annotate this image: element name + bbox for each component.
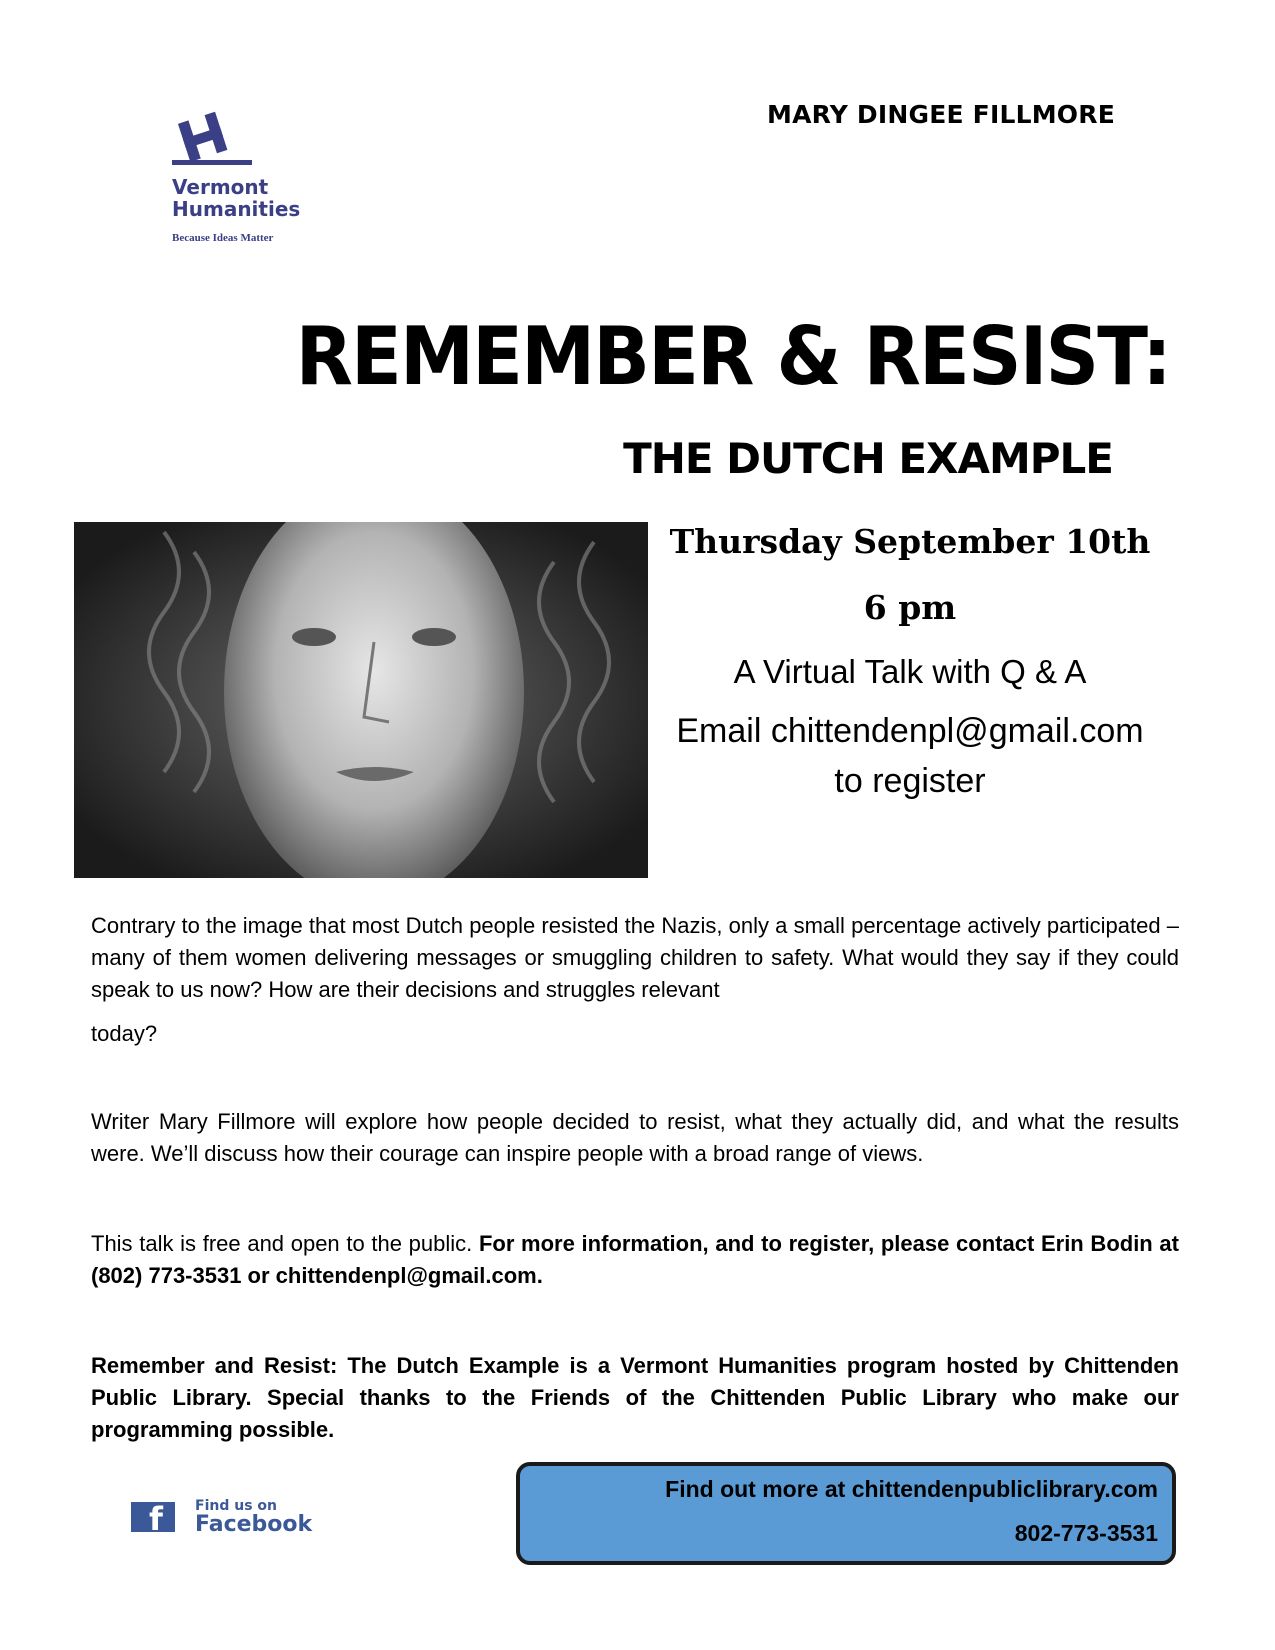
library-phone: 802-773-3531 (1014, 1520, 1158, 1546)
event-title: REMEMBER & RESIST: (295, 310, 1170, 403)
event-format: A Virtual Talk with Q & A (733, 653, 1087, 690)
description-paragraph-2: Writer Mary Fillmore will explore how people decided to resist, what they actually did, and what the results were. We’ll discuss how their courage can inspire people with a broad range of views. (91, 1109, 1179, 1166)
sponsor-paragraph: Remember and Resist: The Dutch Example is a Vermont Humanities program hosted by Chittenden Public Library. Special thanks to the Friends of the Chittenden Public Library who make our programming possible. (91, 1353, 1179, 1442)
library-website-line[interactable]: Find out more at chittendenpubliclibrary.com (665, 1476, 1158, 1502)
event-date: Thursday September 10th (669, 522, 1151, 561)
vermont-humanities-logo (172, 108, 352, 248)
contact-paragraph-intro: This talk is free and open to the public. (91, 1231, 479, 1256)
description-paragraph-1 (91, 910, 1179, 1050)
event-email-line[interactable]: Email chittendenpl@gmail.com (676, 712, 1144, 750)
logo-tagline: Because Ideas Matter (172, 232, 274, 244)
event-time: 6 pm (863, 588, 957, 627)
speaker-portrait-photo (74, 522, 648, 878)
facebook-wordmark: Facebook (195, 1512, 313, 1537)
logo-line-vermont: Vermont (172, 175, 269, 199)
description-paragraph-1-end: today? (91, 1021, 158, 1046)
facebook-f-icon: f (131, 1502, 175, 1532)
event-subtitle: THE DUTCH EXAMPLE (623, 434, 1113, 483)
vermont-humanities-h-icon (172, 108, 252, 168)
description-paragraph-1-main: Contrary to the image that most Dutch people resisted the Nazis, only a small percentage actively participated –many of them women delivering messages or smuggling children to safety. What would they say if they could speak to us now? How are their decisions and struggles relevant (91, 913, 1179, 1002)
facebook-badge[interactable] (131, 1498, 331, 1538)
speaker-name: MARY DINGEE FILLMORE (767, 100, 1115, 129)
facebook-find-text: Find us on (195, 1498, 277, 1514)
event-register-line: to register (834, 762, 986, 800)
contact-paragraph (91, 1228, 1179, 1292)
contact-paragraph-details: For more information, and to register, please contact Erin Bodin at (802) 773-3531 or chittendenpl@gmail.com. (91, 1231, 1179, 1288)
logo-line-humanities: Humanities (172, 197, 301, 221)
library-info-box (516, 1462, 1176, 1565)
